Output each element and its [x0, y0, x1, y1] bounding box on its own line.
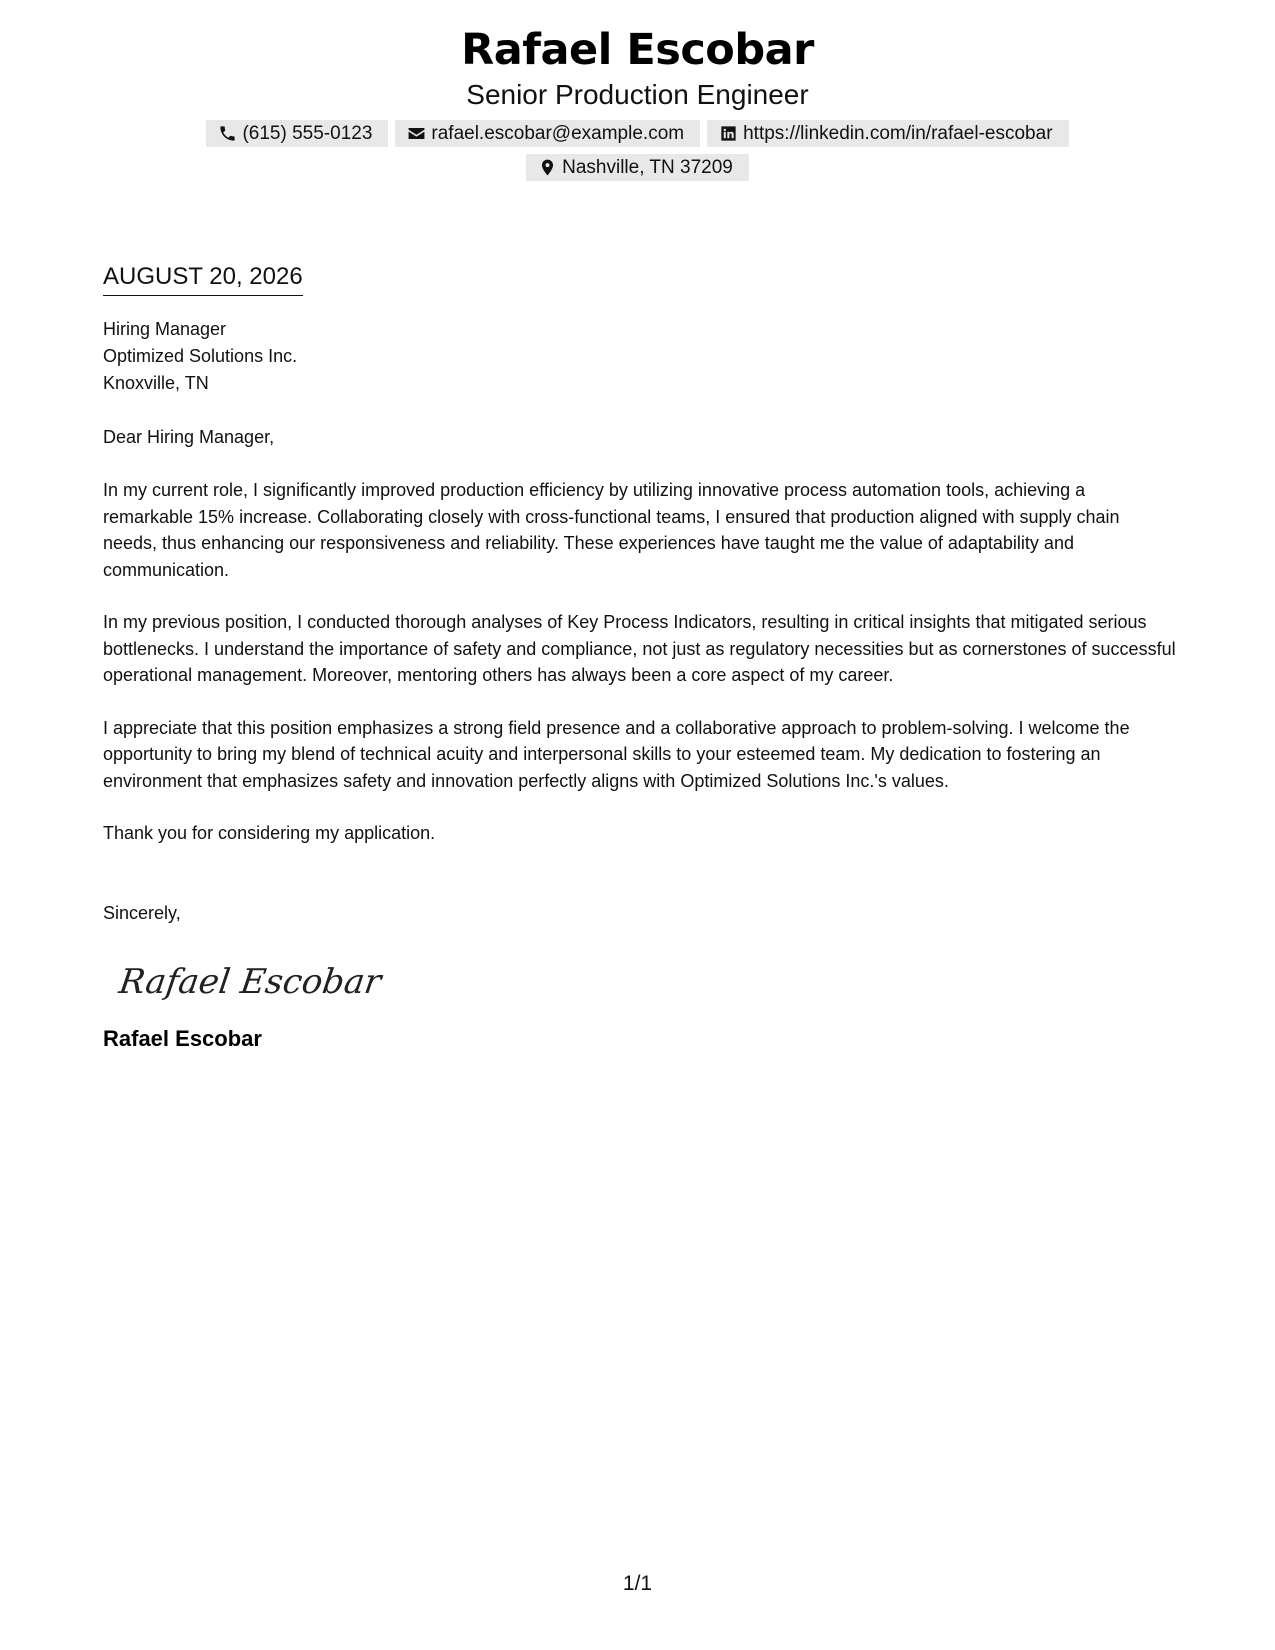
letter-body [103, 262, 1178, 1053]
body-paragraph: In my previous position, I conducted thorough analyses of Key Process Indicators, resulting in critical insights that mitigated serious bottlenecks. I understand the importance of safety and compliance, not just as regulatory necessities but as cornerstones of successful operational management. Moreover, mentoring others has always been a core aspect of my career. [103, 612, 1176, 685]
phone-icon [218, 124, 237, 143]
recipient-block [103, 316, 1178, 397]
contact-bar [198, 120, 1078, 181]
recipient-company: Optimized Solutions Inc. [103, 346, 298, 366]
recipient-location: Knoxville, TN [103, 373, 209, 393]
signer-name: Rafael Escobar [103, 1025, 262, 1051]
recipient-title: Hiring Manager [103, 319, 227, 339]
applicant-name: Rafael Escobar [461, 25, 814, 75]
contact-phone-text: (615) 555-0123 [242, 123, 373, 144]
applicant-title: Senior Production Engineer [466, 79, 809, 110]
contact-location-text: Nashville, TN 37209 [562, 157, 733, 178]
body-paragraph: Thank you for considering my application. [103, 823, 436, 843]
body-paragraph: In my current role, I significantly improved production efficiency by utilizing innovative process automation tools, achieving a remarkable 15% increase. Collaborating closely with cross-functional teams, I ensured that production aligned with supply chain needs, thus enhancing our responsiveness and reliability. These experiences have taught me the value of adaptability and communication. [103, 480, 1120, 580]
contact-linkedin-text: https://linkedin.com/in/rafael-escobar [743, 123, 1053, 144]
letter-date: AUGUST 20, 2026 [103, 262, 303, 296]
letter-header [0, 0, 1275, 181]
contact-email-text: rafael.escobar@example.com [431, 123, 685, 144]
page-number: 1/1 [622, 1572, 653, 1595]
contact-phone[interactable] [206, 120, 388, 147]
contact-location[interactable] [526, 154, 749, 181]
envelope-icon [407, 124, 426, 143]
closing: Sincerely, [103, 902, 181, 923]
map-pin-icon [538, 158, 557, 177]
svg-text:Rafael Escobar: Rafael Escobar [116, 961, 384, 1002]
body-paragraph: I appreciate that this position emphasizes a strong field presence and a collaborative approach to problem-solving. I welcome the opportunity to bring my blend of technical acuity and interpersonal skills to your esteemed team. My dedication to fostering an environment that emphasizes safety and innovation perfectly aligns with Optimized Solutions Inc.'s values. [103, 717, 1130, 791]
handwritten-signature [116, 957, 384, 1005]
linkedin-icon [719, 124, 738, 143]
salutation: Dear Hiring Manager, [103, 427, 275, 447]
contact-linkedin[interactable] [707, 120, 1068, 147]
contact-email[interactable] [395, 120, 700, 147]
